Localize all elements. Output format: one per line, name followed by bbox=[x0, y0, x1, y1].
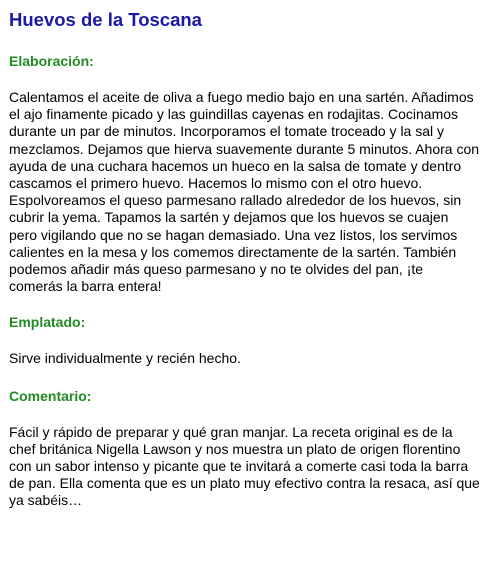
section-text-emplatado: Sirve individualmente y recién hecho. bbox=[9, 350, 241, 367]
section-text-elaboracion: Calentamos el aceite de oliva a fuego medio bajo en una sartén. Añadimos el ajo finamente picado y las guindillas cayenas en rodajitas. Cocinamos durante un par de minutos. Incorporamos el tomate troceado y la sal y mezclamos. Dejamos que hierva suavemente durante 5 minutos. Ahora con ayuda de una cuchara hacemos un hueco en la salsa de tomate y dentro cascamos el primero huevo. Hacemos lo mismo con el otro huevo. Espolvoreamos el queso parmesano rallado alrededor de los huevos, sin cubrir la yema. Tapamos la sartén y dejamos que los huevos se cuajen pero vigilando que no se hagan demasiado. Una vez listos, los servimos calientes en la mesa y los comemos directamente de la sartén. También podemos añadir más queso parmesano y no te olvides del pan, ¡te comerás la barra entera! bbox=[9, 89, 480, 295]
section-text-comentario: Fácil y rápido de preparar y qué gran manjar. La receta original es de la chef británica Nigella Lawson y nos muestra un plato de origen florentino con un sabor intenso y picante que te invitará a comerte casi toda la barra de pan. Ella comenta que es un plato muy efectivo contra la resaca, así que ya sabéis… bbox=[9, 423, 480, 509]
section-heading-elaboracion: Elaboración: bbox=[9, 53, 94, 69]
section-heading-comentario: Comentario: bbox=[9, 387, 92, 404]
section-heading-emplatado: Emplatado: bbox=[9, 314, 86, 331]
page-title: Huevos de la Toscana bbox=[9, 9, 202, 30]
